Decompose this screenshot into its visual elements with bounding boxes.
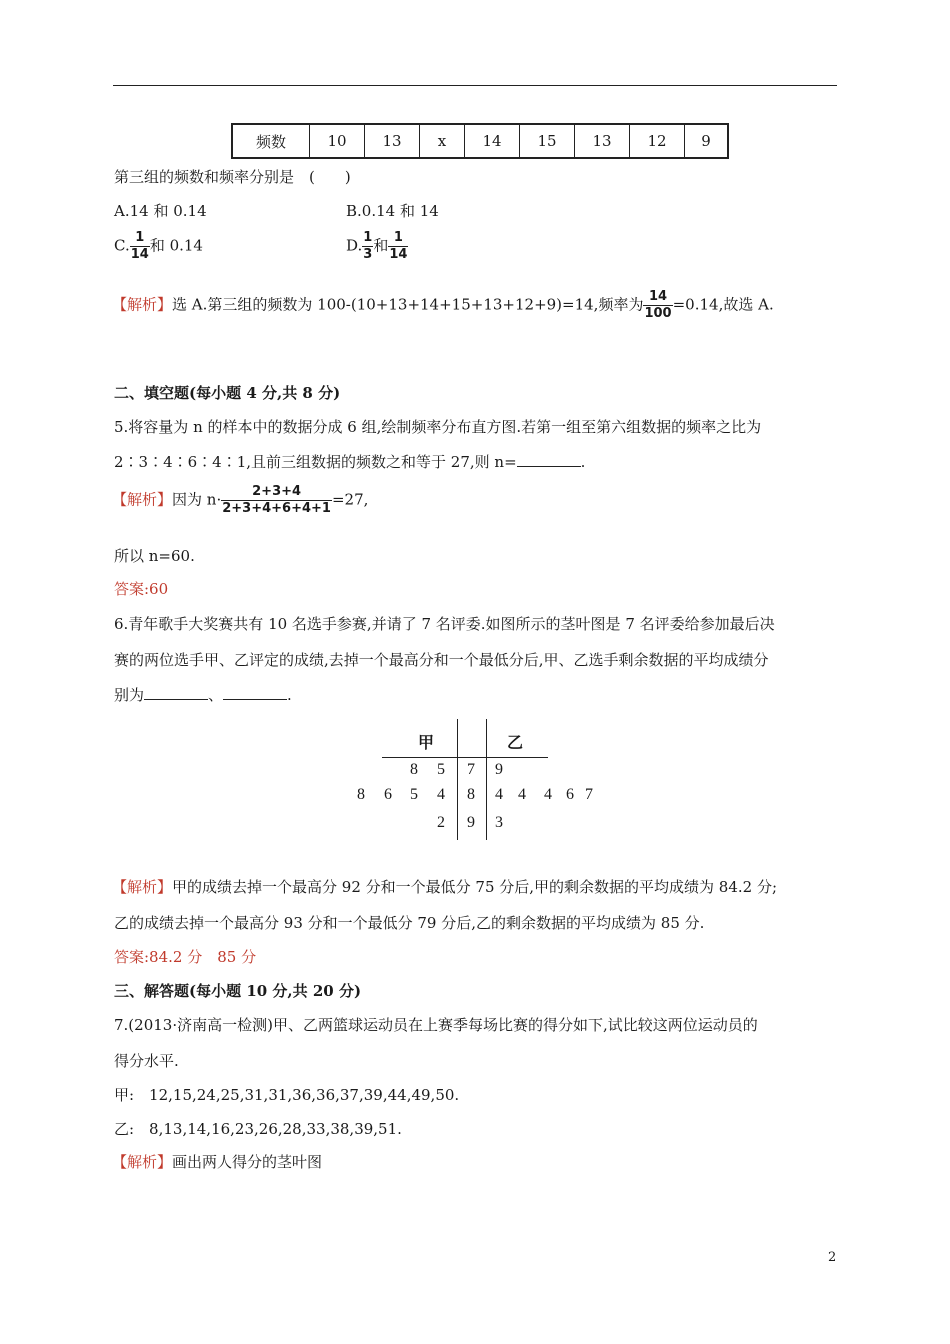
q6-answer: 答案:84.2 分 85 分: [114, 948, 257, 966]
fraction-numerator: 1: [363, 230, 373, 245]
leaf-right: 4: [495, 786, 503, 803]
analysis-tag: 【解析】: [112, 490, 173, 509]
leaf-left: 2: [437, 814, 445, 831]
page-number: 2: [828, 1250, 837, 1265]
stem-header-rule: [382, 757, 548, 758]
analysis-tag: 【解析】: [112, 295, 173, 314]
q6-line-3-sep: 、: [208, 686, 224, 704]
section-3-title: 三、解答题(每小题 10 分,共 20 分): [114, 982, 362, 1000]
leaf-right: 3: [495, 814, 503, 831]
fraction: [130, 230, 150, 263]
q4-option-d: [346, 230, 408, 263]
fraction-numerator: 1: [388, 230, 408, 247]
leaf-right: 9: [495, 761, 503, 778]
analysis-text: 选 A.第三组的频数为 100-(10+13+14+15+13+12+9)=14,频率为: [172, 295, 644, 314]
table-cell: 12: [630, 124, 685, 158]
table-cell: x: [420, 124, 465, 158]
table-cell: 10: [310, 124, 365, 158]
fraction-numerator: 14: [643, 289, 672, 306]
table-header-cell: 频数: [232, 124, 310, 158]
option-d-prefix: D.: [346, 236, 363, 255]
q6-line-3-end: .: [287, 686, 292, 704]
option-d-mid: 和: [373, 236, 389, 255]
q5-analysis: [112, 484, 368, 517]
leaf-left: 4: [437, 786, 445, 803]
table-cell: 15: [520, 124, 575, 158]
q6-line-3: [114, 684, 292, 705]
q7-yi-scores: 乙: 8,13,14,16,23,26,28,33,38,39,51.: [114, 1120, 402, 1138]
frequency-table: [231, 123, 729, 159]
leaf-left: 8: [357, 786, 365, 803]
header-rule: [113, 85, 837, 86]
q7-jia-scores: 甲: 12,15,24,25,31,31,36,36,37,39,44,49,50.: [114, 1086, 460, 1104]
leaf-right: 7: [585, 786, 593, 803]
q4-question: 第三组的频数和频率分别是 ( ): [114, 168, 351, 186]
q6-line-3-text: 别为: [114, 686, 145, 704]
leaf-right: 4: [544, 786, 552, 803]
option-c-prefix: C.: [114, 236, 130, 255]
table-cell: 9: [685, 124, 729, 158]
q5-line-2-end: .: [580, 453, 586, 471]
fraction-numerator: 1: [130, 230, 150, 247]
fraction-denominator: 14: [130, 247, 149, 262]
table-cell: 13: [575, 124, 630, 158]
q5-answer: 答案:60: [114, 580, 169, 598]
analysis-tail: =27,: [331, 490, 369, 509]
leaf-right: 6: [566, 786, 574, 803]
fraction: [221, 484, 332, 517]
stem-header-yi: 乙: [507, 733, 524, 752]
answer-blank: [223, 685, 287, 700]
leaf-left: 6: [384, 786, 392, 803]
q6-analysis-2: 乙的成绩去掉一个最高分 93 分和一个最低分 79 分后,乙的剩余数据的平均成绩为 85 分.: [114, 914, 705, 932]
q7-line-1: 7.(2013·济南高一检测)甲、乙两篮球运动员在上赛季每场比赛的得分如下,试比较这两位运动员的: [114, 1016, 758, 1034]
stem-divider-right: [486, 719, 487, 840]
leaf-right: 4: [518, 786, 526, 803]
analysis-tail: =0.14,故选 A.: [672, 295, 774, 314]
analysis-tag: 【解析】: [112, 1153, 173, 1171]
q6-analysis-1: [112, 876, 777, 897]
stem-value: 9: [467, 814, 475, 831]
q5-line-2-text: 2∶3∶4∶6∶4∶1,且前三组数据的频数之和等于 27,则 n=: [114, 453, 517, 471]
q5-so: 所以 n=60.: [114, 547, 195, 565]
q4-option-a: A.14 和 0.14: [114, 202, 207, 220]
answer-blank: [517, 452, 581, 467]
leaf-left: 5: [410, 786, 418, 803]
q6-line-1: 6.青年歌手大奖赛共有 10 名选手参赛,并请了 7 名评委.如图所示的茎叶图是 7 名评委给参加最后决: [114, 615, 775, 633]
option-c-suffix: 和 0.14: [149, 236, 203, 255]
stem-divider-left: [457, 719, 458, 840]
q4-option-c: [114, 230, 203, 263]
table-cell: 13: [365, 124, 420, 158]
q6-line-2: 赛的两位选手甲、乙评定的成绩,去掉一个最高分和一个最低分后,甲、乙选手剩余数据的平均成绩分: [114, 651, 769, 669]
analysis-text: 因为 n·: [172, 490, 222, 509]
q5-line-2: [114, 451, 585, 472]
section-2-title: 二、填空题(每小题 4 分,共 8 分): [114, 384, 341, 402]
q7-analysis: [112, 1151, 322, 1172]
analysis-tag: 【解析】: [112, 878, 173, 896]
fraction: [388, 230, 408, 263]
fraction-numerator: 2+3+4: [221, 484, 332, 501]
q4-option-b: B.0.14 和 14: [346, 202, 439, 220]
fraction-denominator: 100: [644, 306, 672, 321]
stem-value: 7: [467, 761, 475, 778]
q4-analysis: [112, 289, 774, 322]
stem-header-jia: 甲: [418, 733, 435, 752]
stem-value: 8: [467, 786, 475, 803]
answer-blank: [144, 685, 208, 700]
fraction: [362, 230, 373, 263]
fraction-denominator: 3: [363, 247, 373, 262]
analysis-text: 画出两人得分的茎叶图: [172, 1153, 323, 1171]
leaf-left: 5: [437, 761, 445, 778]
analysis-text: 甲的成绩去掉一个最高分 92 分和一个最低分 75 分后,甲的剩余数据的平均成绩为 84.2 分;: [172, 878, 778, 896]
fraction-denominator: 2+3+4+6+4+1: [222, 501, 331, 516]
q5-line-1: 5.将容量为 n 的样本中的数据分成 6 组,绘制频率分布直方图.若第一组至第六组数据的频率之比为: [114, 418, 762, 436]
table-cell: 14: [465, 124, 520, 158]
fraction: [643, 289, 672, 322]
fraction-denominator: 14: [389, 247, 408, 262]
q7-line-2: 得分水平.: [114, 1052, 179, 1070]
leaf-left: 8: [410, 761, 418, 778]
